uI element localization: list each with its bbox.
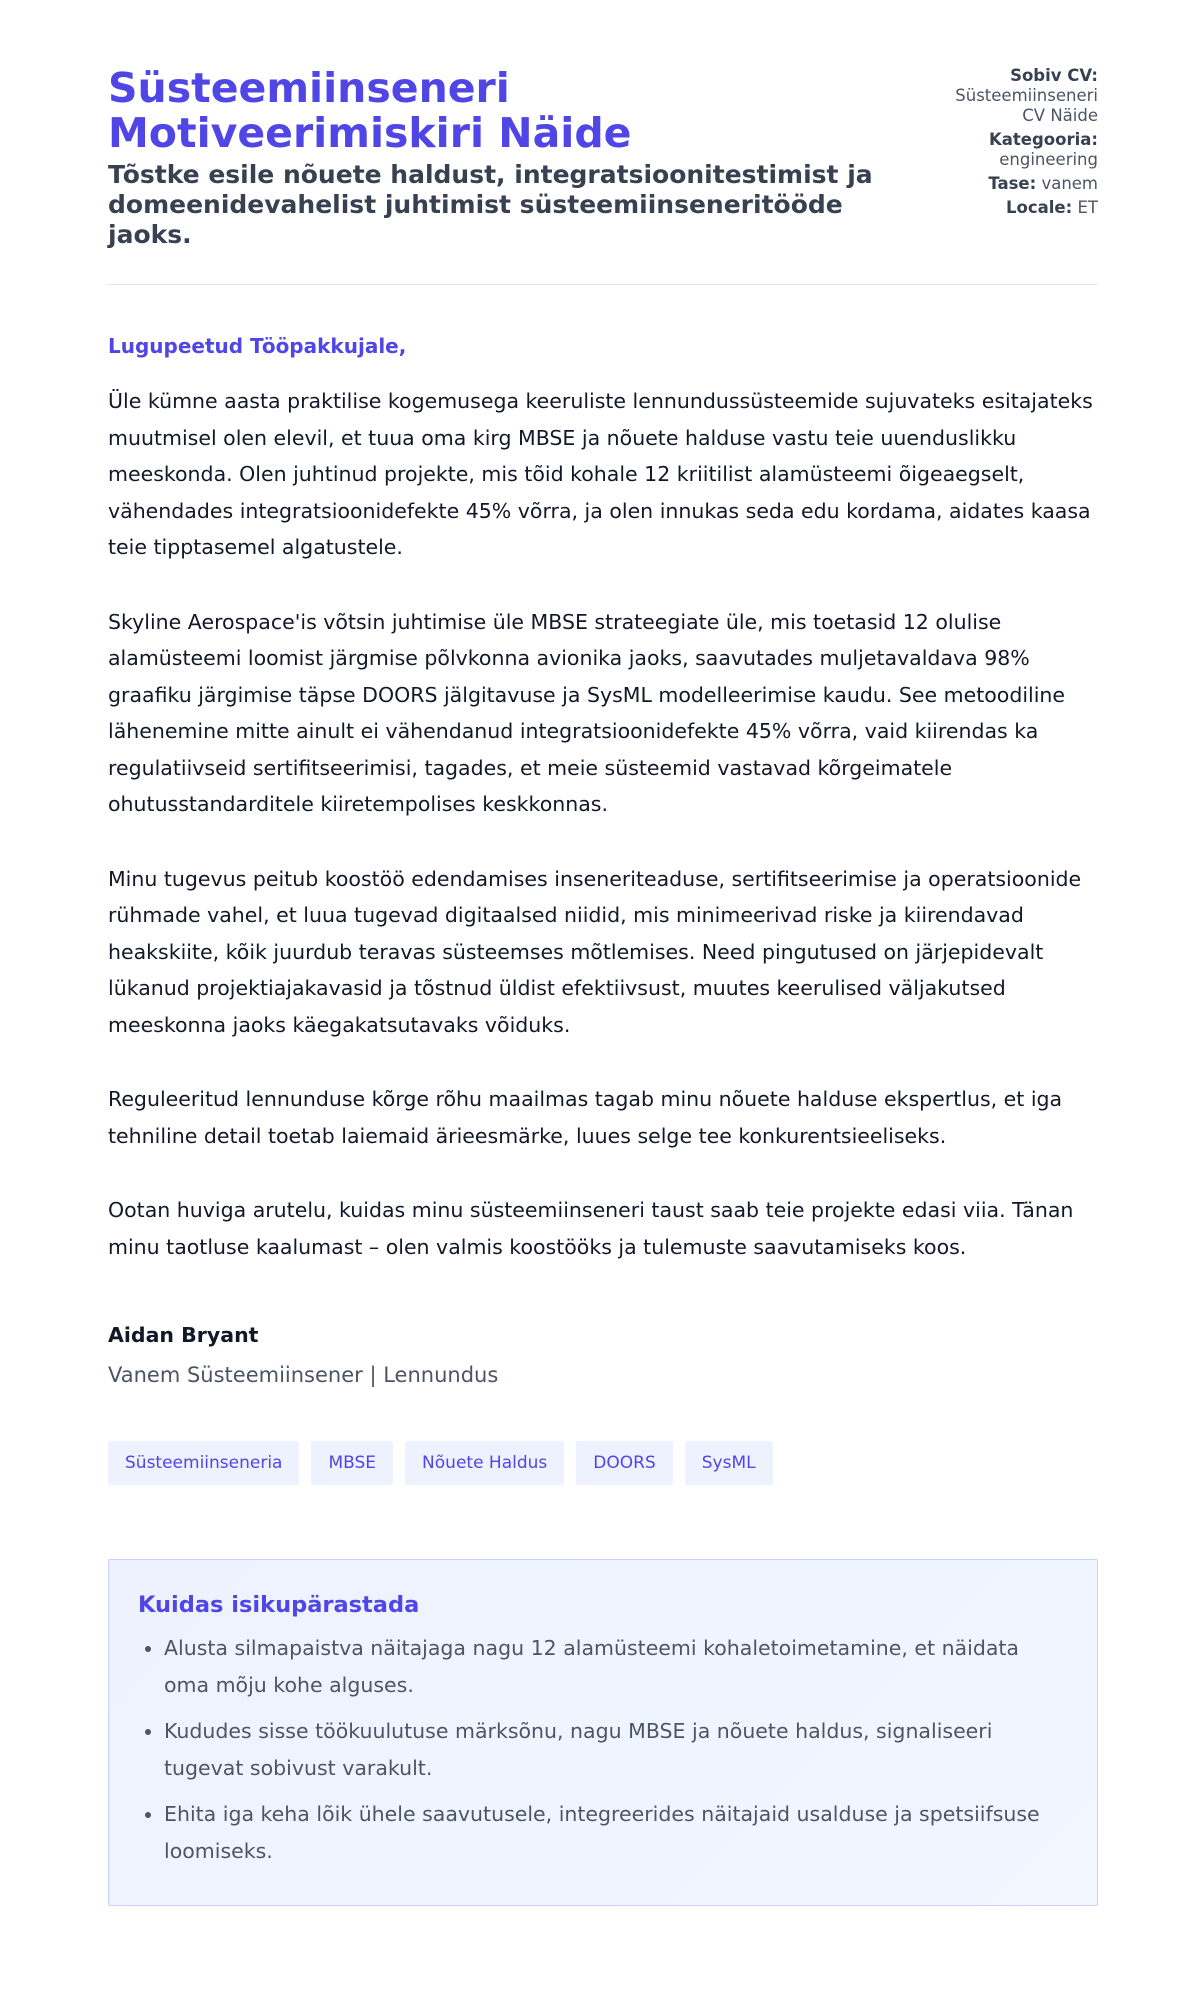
tip-item: • Kududes sisse töökuulutuse märksõnu, nagu MBSE ja nõuete haldus, signaliseeri tugevat sobivust varakult. bbox=[164, 1713, 1068, 1787]
meta-locale bbox=[928, 198, 1098, 218]
tip-item: • Ehita iga keha lõik ühele saavutusele, integreerides näitajaid usalduse ja spetsiifsuse loomiseks. bbox=[164, 1796, 1068, 1870]
tag: Nõuete Haldus bbox=[405, 1441, 564, 1485]
tag: SysML bbox=[685, 1441, 773, 1485]
meta-category-label: Kategooria: bbox=[988, 130, 1098, 149]
personalization-tips-box bbox=[108, 1559, 1098, 1906]
meta-cv-value: Süsteemiinseneri CV Näide bbox=[955, 86, 1098, 125]
tip-item: • Alusta silmapaistva näitajaga nagu 12 alamüsteemi kohaletoimetamine, et näidata oma mõju kohe alguses. bbox=[164, 1630, 1068, 1704]
meta-cv bbox=[928, 66, 1098, 126]
letter-paragraph: Üle kümne aasta praktilise kogemusega keeruliste lennundussüsteemide sujuvateks esitajateks muutmisel olen elevil, et tuua oma kirg MBSE ja nõuete halduse vastu teie uuenduslikku meeskonda. Olen juhtinud projekte, mis tõid kohale 12 kriitilist alamüsteemi õigeaegselt, vähendades integratsioonidefekte 45% võrra, ja olen innukas seda edu kordama, aidates kaasa teie tipptasemel algatustele. bbox=[108, 389, 1093, 559]
signature-role: Vanem Süsteemiinsener | Lennundus bbox=[108, 1363, 499, 1387]
meta-locale-value: ET bbox=[1077, 198, 1098, 217]
letter-paragraph: Reguleeritud lennunduse kõrge rõhu maailmas tagab minu nõuete halduse ekspertlus, et iga tehniline detail toetab laiemaid ärieesmärke, luues selge tee konkurentsieeliseks. bbox=[108, 1087, 1063, 1148]
page-title: Süsteemiinseneri Motiveerimiskiri Näide bbox=[108, 64, 632, 157]
meta-category-value: engineering bbox=[999, 150, 1098, 169]
signature-name: Aidan Bryant bbox=[108, 1323, 259, 1347]
letter-paragraph: Skyline Aerospace'is võtsin juhtimise üle MBSE strateegiate üle, mis toetasid 12 olulise alamüsteemi loomist järgmise põlvkonna avionika jaoks, saavutades muljetavaldava 98% graafiku järgimise täpse DOORS jälgitavuse ja SysML modelleerimise kaudu. See metoodiline lähenemine mitte ainult ei vähendanud integratsioonidefekte 45% võrra, vaid kiirendas ka regulatiivseid sertifitseerimisi, tagades, et meie süsteemid vastavad kõrgeimatele ohutusstandarditele kiiretempolises keskkonnas. bbox=[108, 609, 1066, 816]
meta-level bbox=[928, 174, 1098, 194]
meta-cv-label: Sobiv CV: bbox=[1010, 66, 1098, 85]
letter-paragraph: Ootan huviga arutelu, kuidas minu süsteemiinseneri taust saab teie projekte edasi viia. Tänan minu taotluse kaalumast – olen valmis koostööks ja tulemuste saavutamiseks koos. bbox=[108, 1198, 1074, 1259]
tag: DOORS bbox=[576, 1441, 672, 1485]
tips-list bbox=[138, 1630, 1068, 1870]
meta-locale-label: Locale: bbox=[1006, 198, 1073, 217]
header-titles bbox=[108, 66, 898, 250]
page-header bbox=[108, 0, 1098, 285]
tag-list bbox=[108, 1441, 1098, 1485]
cover-letter-page bbox=[108, 0, 1098, 1906]
tag: Süsteemiinseneria bbox=[108, 1441, 299, 1485]
meta-level-value: vanem bbox=[1041, 174, 1098, 193]
letter-body bbox=[108, 383, 1098, 1265]
page-subtitle: Tõstke esile nõuete haldust, integratsioonitestimist ja domeenidevahelist juhtimist süsteemiinseneritööde jaoks. bbox=[108, 160, 873, 249]
meta-panel bbox=[928, 66, 1098, 222]
letter-paragraph: Minu tugevus peitub koostöö edendamises inseneriteaduse, sertifitseerimise ja operatsioonide rühmade vahel, et luua tugevad digitaalsed niidid, mis minimeerivad riske ja kiirendavad heakskiite, kõik juurdub teravas süsteemses mõtlemises. Need pingutused on järjepidevalt lükanud projektiajakavasid ja tõstnud üldist efektiivsust, muutes keerulised väljakutsed meeskonna jaoks käegakatsutavaks võiduks. bbox=[108, 866, 1082, 1037]
tag: MBSE bbox=[311, 1441, 393, 1485]
meta-category bbox=[928, 130, 1098, 170]
letter-greeting: Lugupeetud Tööpakkujale, bbox=[108, 334, 407, 358]
tips-title: Kuidas isikupärastada bbox=[138, 1592, 420, 1618]
meta-level-label: Tase: bbox=[988, 174, 1037, 193]
